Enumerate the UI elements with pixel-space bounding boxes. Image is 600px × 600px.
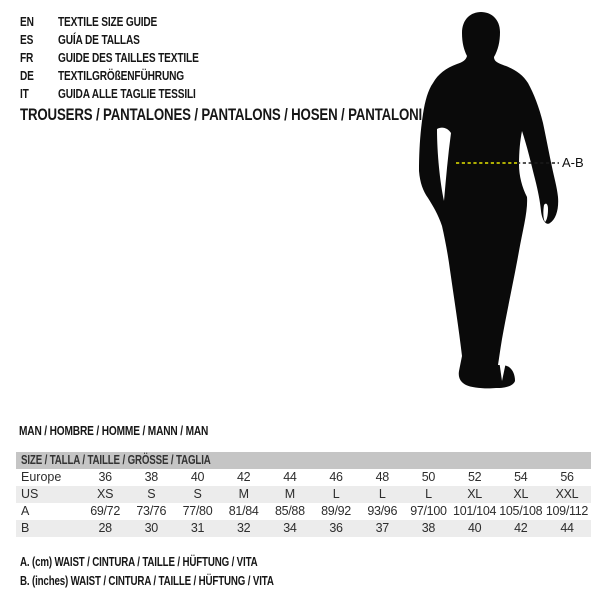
- size-value: L: [332, 487, 340, 501]
- size-value: 40: [190, 470, 205, 484]
- size-value: 36: [329, 521, 343, 535]
- size-value: 81/84: [228, 504, 259, 518]
- size-value: M: [238, 487, 249, 501]
- row-label: Europe: [21, 470, 62, 484]
- language-label-text: GUIDE DES TAILLES TEXTILE: [58, 50, 199, 65]
- size-value: 77/80: [182, 504, 213, 518]
- size-value: 37: [375, 521, 389, 535]
- size-value: XS: [97, 487, 114, 501]
- size-value: 105/108: [499, 504, 543, 518]
- language-row: [20, 49, 238, 67]
- size-value: S: [193, 487, 202, 501]
- language-label-text: GUÍA DE TALLAS: [58, 32, 140, 47]
- language-code: [20, 67, 58, 85]
- language-code-text: IT: [20, 86, 29, 101]
- size-value: 93/96: [367, 504, 398, 518]
- row-label: A: [21, 504, 30, 518]
- language-label: [58, 67, 220, 85]
- size-value: 85/88: [274, 504, 305, 518]
- language-list: [20, 13, 238, 103]
- size-value: 89/92: [321, 504, 351, 518]
- language-row: [20, 85, 238, 103]
- language-code: [20, 49, 58, 67]
- table-header-text: SIZE / TALLA / TAILLE / GRÖSSE / TAGLIA: [21, 453, 211, 467]
- language-row: [20, 67, 238, 85]
- footnote-text: A. (cm) WAIST / CINTURA / TAILLE / HÜFTUNG / VITA: [20, 555, 258, 569]
- language-label-text: GUIDA ALLE TAGLIE TESSILI: [58, 86, 196, 101]
- man-silhouette-path: [419, 12, 558, 388]
- size-value: 32: [237, 521, 251, 535]
- size-value: 46: [329, 470, 343, 484]
- footnote: [20, 553, 345, 572]
- size-value: M: [284, 487, 295, 501]
- size-value: 52: [467, 470, 482, 484]
- size-table-row: [16, 469, 591, 486]
- language-label: [58, 49, 238, 67]
- size-value: S: [147, 487, 156, 501]
- table-section-title: [19, 424, 262, 438]
- size-value: XXL: [555, 487, 579, 501]
- language-code: [20, 13, 58, 31]
- size-value: 50: [421, 470, 436, 484]
- size-value: 56: [560, 470, 574, 484]
- size-value: 38: [421, 521, 436, 535]
- size-value: 38: [144, 470, 158, 484]
- measure-label: A-B: [562, 155, 584, 170]
- man-silhouette: [400, 0, 600, 400]
- size-value: 31: [190, 521, 205, 535]
- size-value: 42: [514, 521, 528, 535]
- size-value: 30: [144, 521, 158, 535]
- language-code-text: FR: [20, 50, 34, 65]
- size-value: L: [425, 487, 432, 501]
- size-value: 34: [283, 521, 297, 535]
- size-value: XL: [513, 487, 529, 501]
- size-value: 48: [375, 470, 389, 484]
- language-row: [20, 31, 238, 49]
- size-table-row: [16, 503, 591, 520]
- language-label-text: TEXTILGRÖßENFÜHRUNG: [58, 68, 185, 83]
- size-table-row: [16, 486, 591, 503]
- size-value: 109/112: [545, 504, 589, 518]
- category-title-text: TROUSERS / PANTALONES / PANTALONS / HOSEN / PANTALONI: [20, 105, 423, 124]
- row-label: US: [21, 487, 39, 501]
- language-label: [58, 85, 235, 103]
- size-value: 40: [467, 521, 482, 535]
- size-value: 54: [514, 470, 528, 484]
- size-value: 101/104: [453, 504, 497, 518]
- size-value: 42: [237, 470, 251, 484]
- size-value: L: [378, 487, 386, 501]
- table-header-bar: [16, 452, 591, 469]
- size-value: 73/76: [136, 504, 167, 518]
- language-code-text: EN: [20, 14, 34, 29]
- size-value: XL: [467, 487, 482, 501]
- language-code-text: DE: [20, 68, 34, 83]
- language-code-text: ES: [20, 32, 34, 47]
- table-rows: [16, 469, 591, 537]
- language-code: [20, 31, 58, 49]
- size-value: 44: [560, 521, 574, 535]
- size-value: 36: [98, 470, 112, 484]
- footnote: [20, 572, 345, 591]
- size-table-row: [16, 520, 591, 537]
- footnotes: [20, 553, 345, 591]
- language-code: [20, 85, 58, 103]
- row-label: B: [21, 521, 30, 535]
- language-row: [20, 13, 238, 31]
- size-value: 97/100: [410, 504, 447, 518]
- size-value: 44: [283, 470, 297, 484]
- size-table: [16, 452, 591, 537]
- size-value: 28: [98, 521, 112, 535]
- footnote-text: B. (inches) WAIST / CINTURA / TAILLE / HÜFTUNG / VITA: [20, 574, 274, 588]
- language-label: [58, 31, 163, 49]
- language-label: [58, 13, 185, 31]
- size-value: 69/72: [90, 504, 120, 518]
- table-section-title-text: MAN / HOMBRE / HOMME / MANN / MAN: [19, 423, 209, 438]
- language-label-text: TEXTILE SIZE GUIDE: [58, 14, 158, 29]
